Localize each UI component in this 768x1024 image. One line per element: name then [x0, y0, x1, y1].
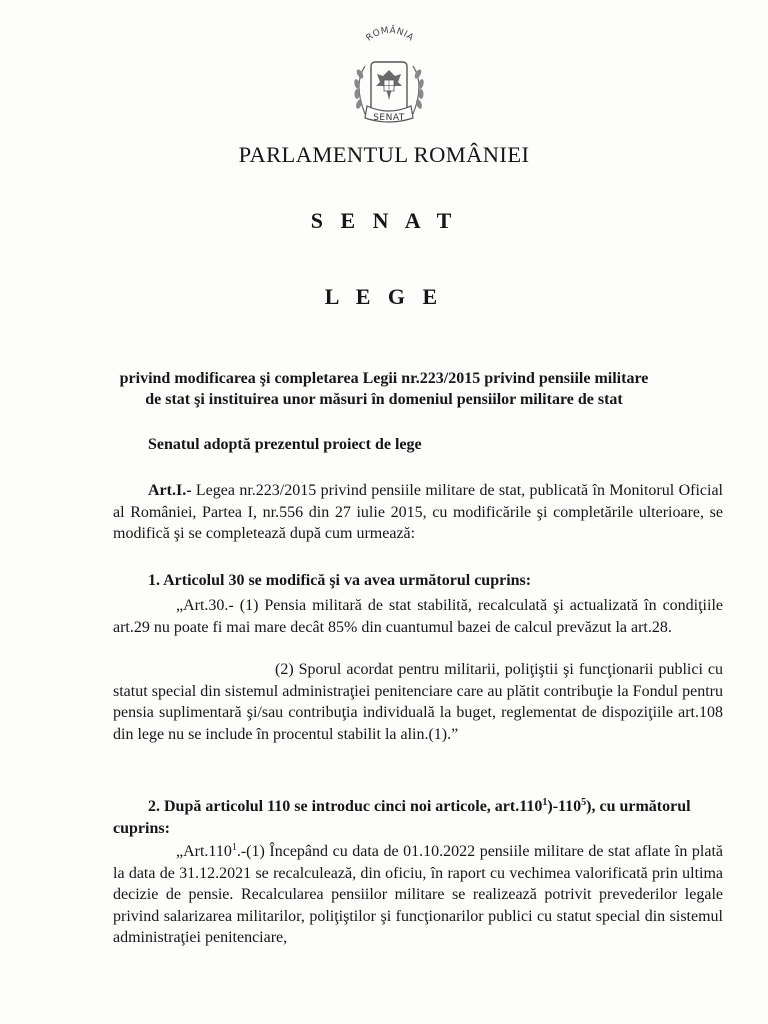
art30-alineat-1: „Art.30.- (1) Pensia militară de stat stabilită, recalculată şi actualizată în condiţiile art.29 nu poate fi mai mare decât 85% din cuantumul bazei de calcul prevăzut la art.28.	[113, 597, 723, 636]
article-1-label: Art.I.-	[148, 482, 192, 499]
art30-alineat-2: (2) Sporul acordat pentru militarii, poliţiştii şi funcţionarii publici cu statut special din sistemul administraţiei penitenciare care au plătit contribuţie la Fondul pentru pensia suplimentară şi/sau contribuţia individuală la buget, reglementat de dispoziţiile art.108 din lege nu se include în procentul stabilit la alin.(1).”	[113, 661, 723, 743]
chamber-heading: S E N A T	[310, 208, 458, 233]
article-1-paragraph	[113, 480, 723, 545]
art110-1-superscript: 1	[231, 842, 237, 853]
adoption-statement: Senatul adoptă prezentul proiect de lege	[148, 436, 422, 453]
point-2-heading	[113, 796, 723, 839]
art110-1-label: „Art.110	[176, 843, 232, 860]
seal-top-text: ROMÂNIA	[364, 25, 416, 44]
point-2-heading-part-a: 2. După articolul 110 se introduc cinci noi articole, art.110	[148, 798, 543, 815]
point-2-heading-part-b: )-110	[547, 798, 582, 815]
law-title-line-1: privind modificarea şi completarea Legii nr.223/2015 privind pensiile militare	[119, 370, 649, 387]
point-1-heading: 1. Articolul 30 se modifică şi va avea următorul cuprins:	[148, 572, 532, 589]
seal-bottom-text: SENAT	[373, 113, 405, 123]
article-1-text: Legea nr.223/2015 privind pensiile militare de stat, publicată în Monitorul Oficial al României, Partea I, nr.556 din 27 iulie 2015, cu modificările şi completările ulterioare, se modifică şi se completează după cum urmează:	[113, 482, 723, 543]
document-type-heading: L E G E	[324, 284, 444, 309]
point-2-superscript-b: 5	[581, 797, 587, 808]
law-title	[100, 368, 668, 410]
art110-1-text: .-(1) Începând cu data de 01.10.2022 pensiile militare de stat aflate în plată la data de 31.12.2021 se recalculează, din oficiu, în raport cu vechimea valorificată prin ultima decizie de pensie. Recalcularea pensiilor militare se realizează potrivit prevederilor legale privind salarizarea militarilor, poliţiştilor şi funcţionarilor publici cu statut special din sistemul administraţiei penitenciare,	[113, 843, 723, 947]
law-title-line-2: de stat şi instituirea unor măsuri în domeniul pensiilor militare de stat	[145, 391, 623, 408]
point-2-superscript-a: 1	[542, 797, 548, 808]
art110-1-paragraph	[113, 841, 723, 949]
point-2-heading-part-c: ), cu următorul cuprins:	[113, 798, 691, 837]
institution-heading: PARLAMENTUL ROMÂNIEI	[238, 142, 530, 167]
romanian-senate-seal-icon	[343, 20, 435, 132]
